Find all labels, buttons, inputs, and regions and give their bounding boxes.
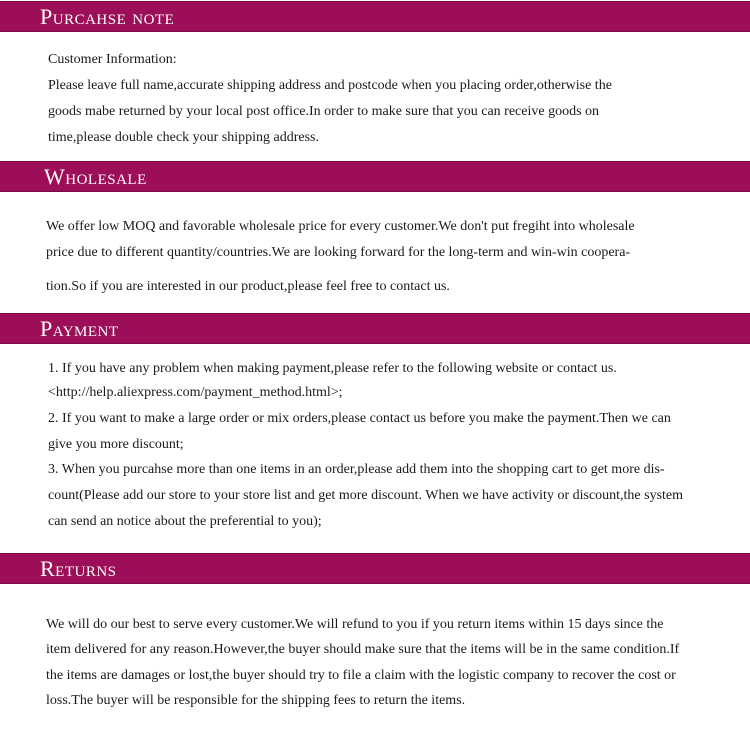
payment-line: give you more discount; [48, 437, 184, 452]
payment-line: 3. When you purcahse more than one items in an order,please add them into the shopping cart to get more dis- [48, 462, 665, 477]
returns-line: loss.The buyer will be responsible for the shipping fees to return the items. [46, 693, 466, 708]
section-title-wholesale: Wholesale [44, 164, 147, 189]
wholesale-line: We offer low MOQ and favorable wholesale price for every customer.We don't put fregiht into wholesale [46, 219, 635, 234]
purchase-note-line: Customer Information: [48, 52, 177, 67]
section-title-purchase-note: Purcahse note [40, 4, 175, 29]
section-title-returns: Returns [40, 556, 117, 581]
returns-line: We will do our best to serve every customer.We will refund to you if you return items within 15 days since the [46, 617, 664, 632]
section-banner-purchase-note [0, 1, 750, 32]
section-banner-returns [0, 553, 750, 584]
purchase-note-line: Please leave full name,accurate shipping address and postcode when you placing order,otherwise the [48, 78, 612, 93]
section-banner-payment [0, 313, 750, 344]
payment-link: <http://help.aliexpress.com/payment_method.html>; [48, 385, 343, 400]
payment-line: 1. If you have any problem when making payment,please refer to the following website or contact us. [48, 361, 617, 376]
wholesale-line: price due to different quantity/countries.We are looking forward for the long-term and win-win coopera- [46, 245, 631, 260]
purchase-note-line: time,please double check your shipping address. [48, 130, 319, 145]
returns-line: item delivered for any reason.However,the buyer should make sure that the items will be in the same condition.If [46, 642, 680, 657]
section-banner-wholesale [0, 161, 750, 192]
payment-line: can send an notice about the preferential to you); [48, 514, 322, 529]
purchase-note-line: goods mabe returned by your local post office.In order to make sure that you can receive goods on [48, 104, 600, 119]
wholesale-line: tion.So if you are interested in our product,please feel free to contact us. [46, 279, 450, 294]
returns-line: the items are damages or lost,the buyer should try to file a claim with the logistic company to recover the cost or [46, 668, 676, 683]
section-title-payment: Payment [40, 316, 119, 341]
payment-line: count(Please add our store to your store list and get more discount. When we have activity or discount,the system [48, 488, 684, 503]
payment-line: 2. If you want to make a large order or mix orders,please contact us before you make the payment.Then we can [48, 411, 671, 426]
